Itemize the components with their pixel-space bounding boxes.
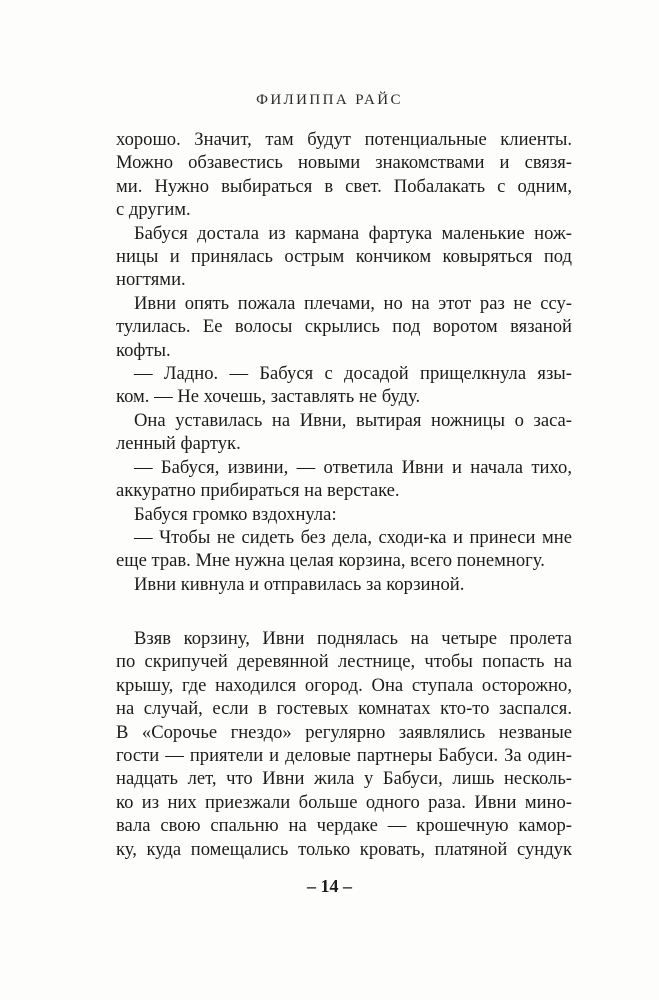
paragraph	[116, 409, 572, 456]
text-line: Она уставилась на Ивни, вытирая ножницы о заса-	[134, 409, 572, 431]
text-line: надцать лет, что Ивни жила у Бабуси, лишь несколь-	[116, 768, 572, 790]
paragraph	[116, 128, 572, 222]
text-line: ленный фартук.	[116, 433, 241, 455]
text-line: — Бабуся, извини, — ответила Ивни и начала тихо,	[134, 456, 572, 478]
paragraph	[116, 456, 572, 503]
text-line: аккуратно прибираться на верстаке.	[116, 480, 400, 502]
text-line: Ивни опять пожала плечами, но на этот раз не ссу-	[134, 292, 572, 314]
text-line: на случай, если в гостевых комнатах кто-то заспался.	[116, 698, 572, 720]
paragraph	[116, 503, 572, 526]
text-line: вала свою спальню на чердаке — крошечную камор-	[116, 815, 572, 837]
text-line: еще трав. Мне нужна целая корзина, всего понемногу.	[116, 550, 545, 572]
text-section-1	[116, 128, 572, 596]
text-line: ко из них приезжали больше одного раза. Ивни мино-	[116, 791, 572, 813]
text-line: гости — приятели и деловые партнеры Бабуси. За один-	[116, 745, 572, 767]
text-line: с другим.	[116, 199, 191, 221]
text-line: кофты.	[116, 339, 171, 361]
paragraph	[116, 362, 572, 409]
text-line: Взяв корзину, Ивни поднялась на четыре пролета	[134, 628, 572, 649]
text-line: по скрипучей деревянной лестнице, чтобы попасть на	[116, 651, 572, 673]
text-line: Ивни кивнула и отправилась за корзиной.	[134, 573, 465, 595]
text-line: ку, куда помещались только кровать, платяной сундук	[116, 838, 572, 860]
text-line: ком. — Не хочешь, заставлять не буду.	[116, 386, 421, 408]
paragraph	[116, 627, 572, 861]
text-line: Бабуся достала из кармана фартука маленькие нож-	[134, 222, 572, 244]
paragraph	[116, 573, 572, 596]
paragraph	[116, 526, 572, 573]
text-line: ми. Нужно выбираться в свет. Побалакать с одним,	[116, 175, 572, 197]
text-line: Можно обзавестись новыми знакомствами и связя-	[116, 152, 572, 174]
text-line: Бабуся громко вздохнула:	[134, 503, 337, 525]
text-line: — Ладно. — Бабуся с досадой прищелкнула язы-	[134, 363, 572, 385]
page-number: – 14 –	[307, 876, 352, 896]
text-line: — Чтобы не сидеть без дела, сходи-ка и принеси мне	[134, 526, 572, 548]
text-line: В «Сорочье гнездо» регулярно заявлялись незваные	[116, 721, 572, 743]
running-head: ФИЛИППА РАЙС	[256, 92, 403, 108]
text-line: крышу, где находился огород. Она ступала осторожно,	[116, 674, 572, 696]
text-line: тулилась. Ее волосы скрылись под воротом вязаной	[116, 316, 572, 338]
text-line: хорошо. Значит, там будут потенциальные клиенты.	[116, 129, 572, 150]
paragraph	[116, 222, 572, 292]
text-line: ницы и принялась острым кончиком ковыряться под	[116, 246, 572, 268]
text-section-2	[116, 627, 572, 861]
paragraph	[116, 292, 572, 362]
text-line: ногтями.	[116, 269, 186, 291]
